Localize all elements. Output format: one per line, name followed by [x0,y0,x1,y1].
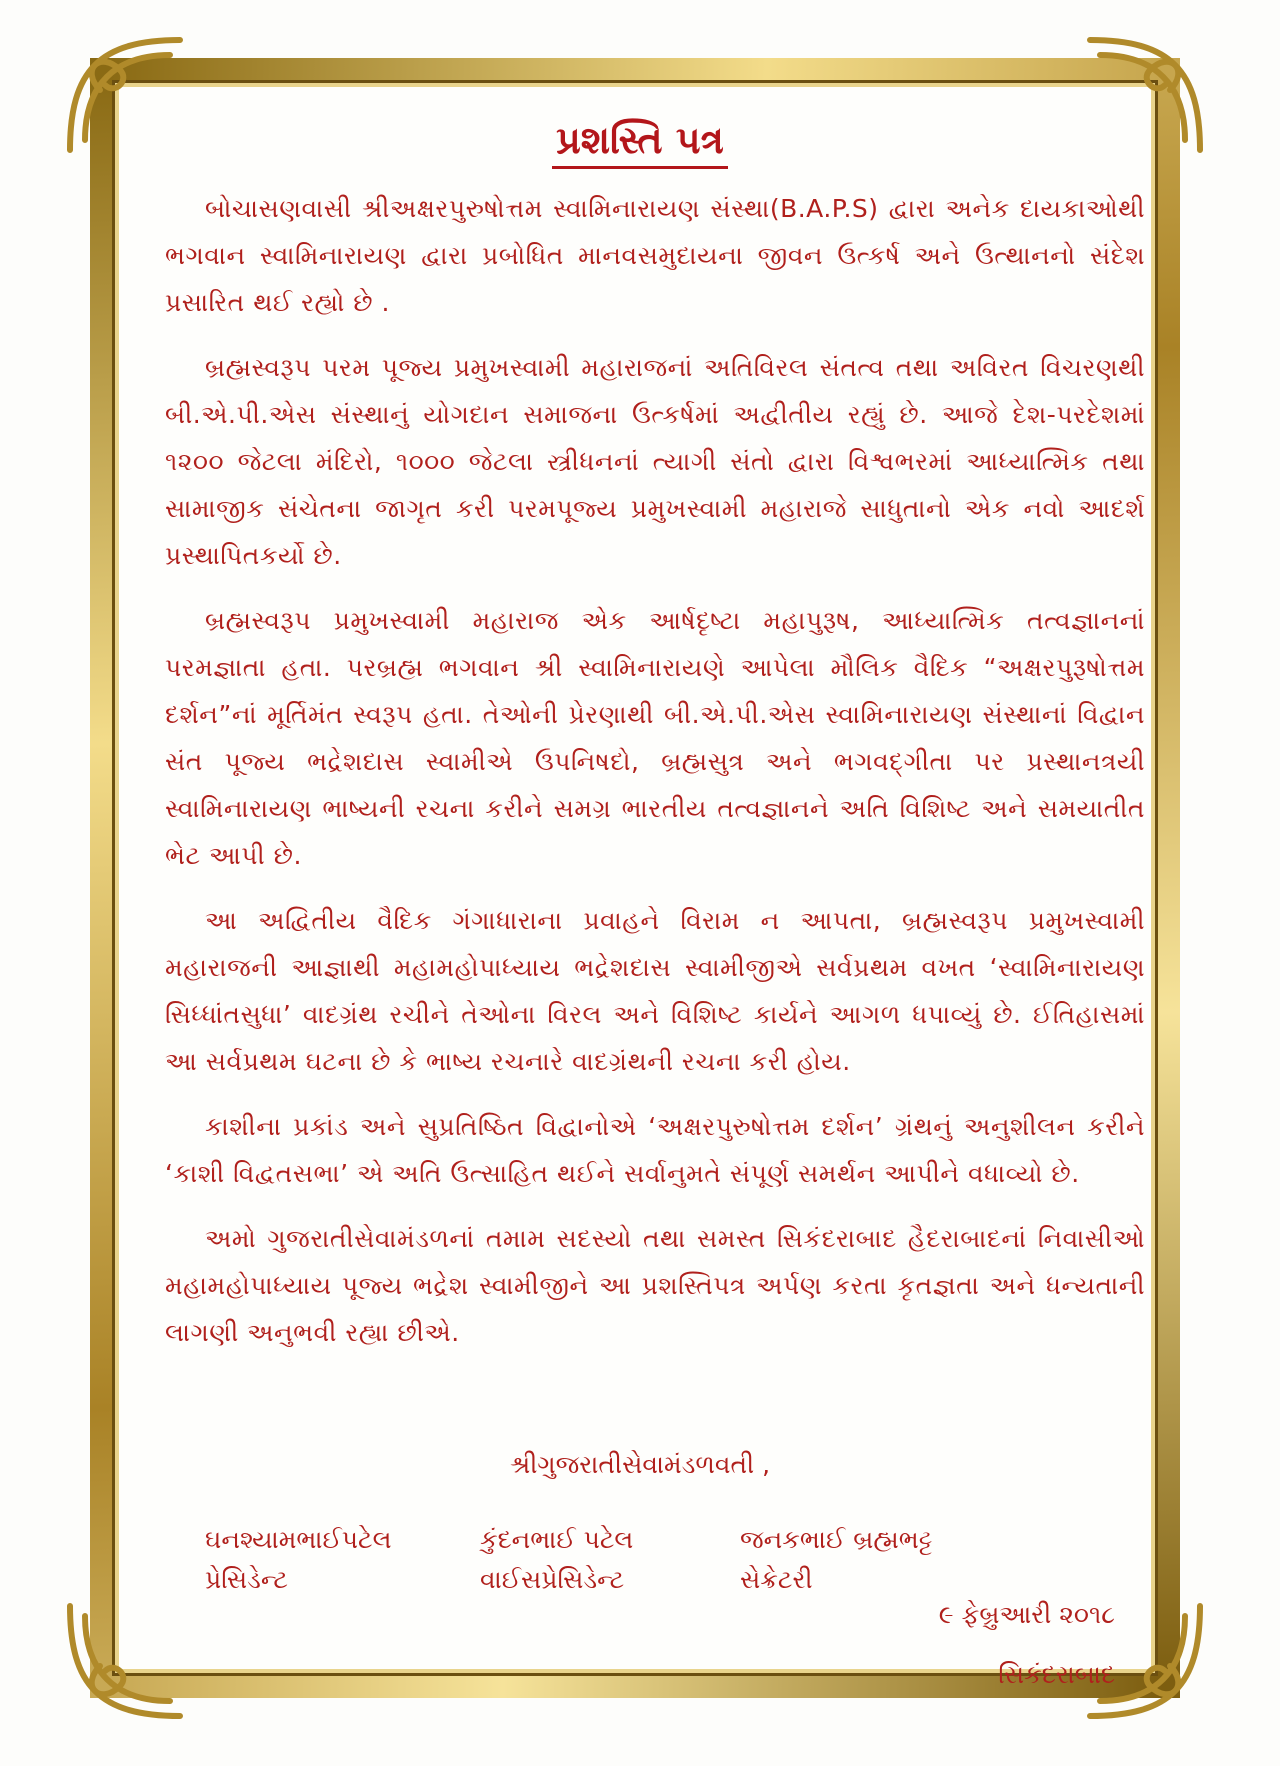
paragraph: અમો ગુજરાતીસેવામંડળનાં તમામ સદસ્યો તથા સમસ્ત સિકંદરાબાદ હૈદરાબાદનાં નિવાસીઓ મહામહોપાધ્યાય પૂજ્ય ભદ્રેશ સ્વામીજીને આ પ્રશસ્તિપત્ર અર્પણ કરતા કૃતજ્ઞતા અને ધન્યતાની લાગણી અનુભવી રહ્યા છીએ. [165,1224,1145,1347]
signatory-name: ઘનશ્યામભાઈપટેલ [205,1525,392,1554]
signatory-role: વાઈસપ્રેસિડેન્ટ [480,1565,625,1594]
signatory-vice-president [480,1520,633,1600]
paragraph: બ્રહ્મસ્વરૂપ પ્રમુખસ્વામી મહારાજ એક આર્ષદૃષ્ટા મહાપુરૂષ, આધ્યાત્મિક તત્વજ્ઞાનનાં પરમજ્ઞાતા હતા. પરબ્રહ્મ ભગવાન શ્રી સ્વામિનારાયણે આપેલા મૌલિક વૈદિક “અક્ષરપુરૂષોત્તમ દર્શન”નાં મૂર્તિમંત સ્વરૂપ હતા. તેઓની પ્રેરણાથી બી.એ.પી.એસ સ્વામિનારાયણ સંસ્થાનાં વિદ્વાન સંત પૂજ્ય ભદ્રેશદાસ સ્વામીએ ઉપનિષદો, બ્રહ્મસુત્ર અને ભગવદ્ગીતા પર પ્રસ્થાનત્રયી સ્વામિનારાયણ ભાષ્યની રચના કરીને સમગ્ર ભારતીય તત્વજ્ઞાનને અતિ વિશિષ્ટ અને સમયાતીત ભેટ આપી છે. [165,606,1145,870]
signatory-role: પ્રેસિડેન્ટ [205,1565,288,1594]
certificate-title: પ્રશસ્તિ પત્ર [0,118,1280,163]
paragraph: બોચાસણવાસી શ્રીઅક્ષરપુરુષોત્તમ સ્વામિનારાયણ સંસ્થા(B.A.P.S) દ્વારા અનેક દાયકાઓથી ભગવાન સ્વામિનારાયણ દ્વારા પ્રબોધિત માનવસમુદાયના જીવન ઉત્કર્ષ અને ઉત્થાનનો સંદેશ પ્રસારિત થઈ રહ્યો છે . [165,194,1145,317]
paragraph: બ્રહ્મસ્વરૂપ પરમ પૂજ્ય પ્રમુખસ્વામી મહારાજનાં અતિવિરલ સંતત્વ તથા અવિરત વિચરણથી બી.એ.પી.એસ સંસ્થાનું યોગદાન સમાજના ઉત્કર્ષમાં અદ્વીતીય રહ્યું છે. આજે દેશ-પરદેશમાં ૧૨૦૦ જેટલા મંદિરો, ૧૦૦૦ જેટલા સ્ત્રીધનનાં ત્યાગી સંતો દ્વારા વિશ્વભરમાં આધ્યાત્મિક તથા સામાજીક સંચેતના જાગૃત કરી પરમપૂજ્ય પ્રમુખસ્વામી મહારાજે સાધુતાનો એક નવો આદર્શ પ્રસ્થાપિતકર્યો છે. [165,353,1145,570]
paragraph: કાશીના પ્રકાંડ અને સુપ્રતિષ્ઠિત વિદ્વાનોએ ‘અક્ષરપુરુષોત્તમ દર્શન’ ગ્રંથનું અનુશીલન કરીને ‘કાશી વિદ્વતસભા’ એ અતિ ઉત્સાહિત થઈને સર્વાનુમતે સંપૂર્ણ સમર્થન આપીને વધાવ્યો છે. [165,1112,1145,1188]
certificate-body [165,185,1145,1374]
closing-line: શ્રીગુજરાતીસેવામંડળવતી , [509,1450,771,1479]
signatory-role: સેક્રેટરી [740,1565,813,1594]
signatory-secretary [740,1520,932,1600]
certificate-place: સિકંદરાબાદ [998,1660,1115,1689]
signatory-name: કુંદનભાઈ પટેલ [480,1525,634,1554]
corner-scroll-ornament [60,1596,190,1726]
signatory-president [205,1520,391,1600]
certificate-date: ૯ ફેબ્રુઆરી ૨૦૧૮ [938,1600,1115,1629]
paragraph: આ અદ્વિતીય વૈદિક ગંગાધારાના પ્રવાહને વિરામ ન આપતા, બ્રહ્મસ્વરૂપ પ્રમુખસ્વામી મહારાજની આજ્ઞાથી મહામહોપાધ્યાય ભદ્રેશદાસ સ્વામીજીએ સર્વપ્રથમ વખત ‘સ્વામિનારાયણ સિધ્ધાંતસુધા’ વાદગ્રંથ રચીને તેઓના વિરલ અને વિશિષ્ટ કાર્યને આગળ ધપાવ્યું છે. ઈતિહાસમાં આ સર્વપ્રથમ ઘટના છે કે ભાષ્ય રચનારે વાદગ્રંથની રચના કરી હોય. [165,906,1145,1076]
signatory-name: જનકભાઈ બ્રહ્મભટ્ટ [740,1525,933,1554]
